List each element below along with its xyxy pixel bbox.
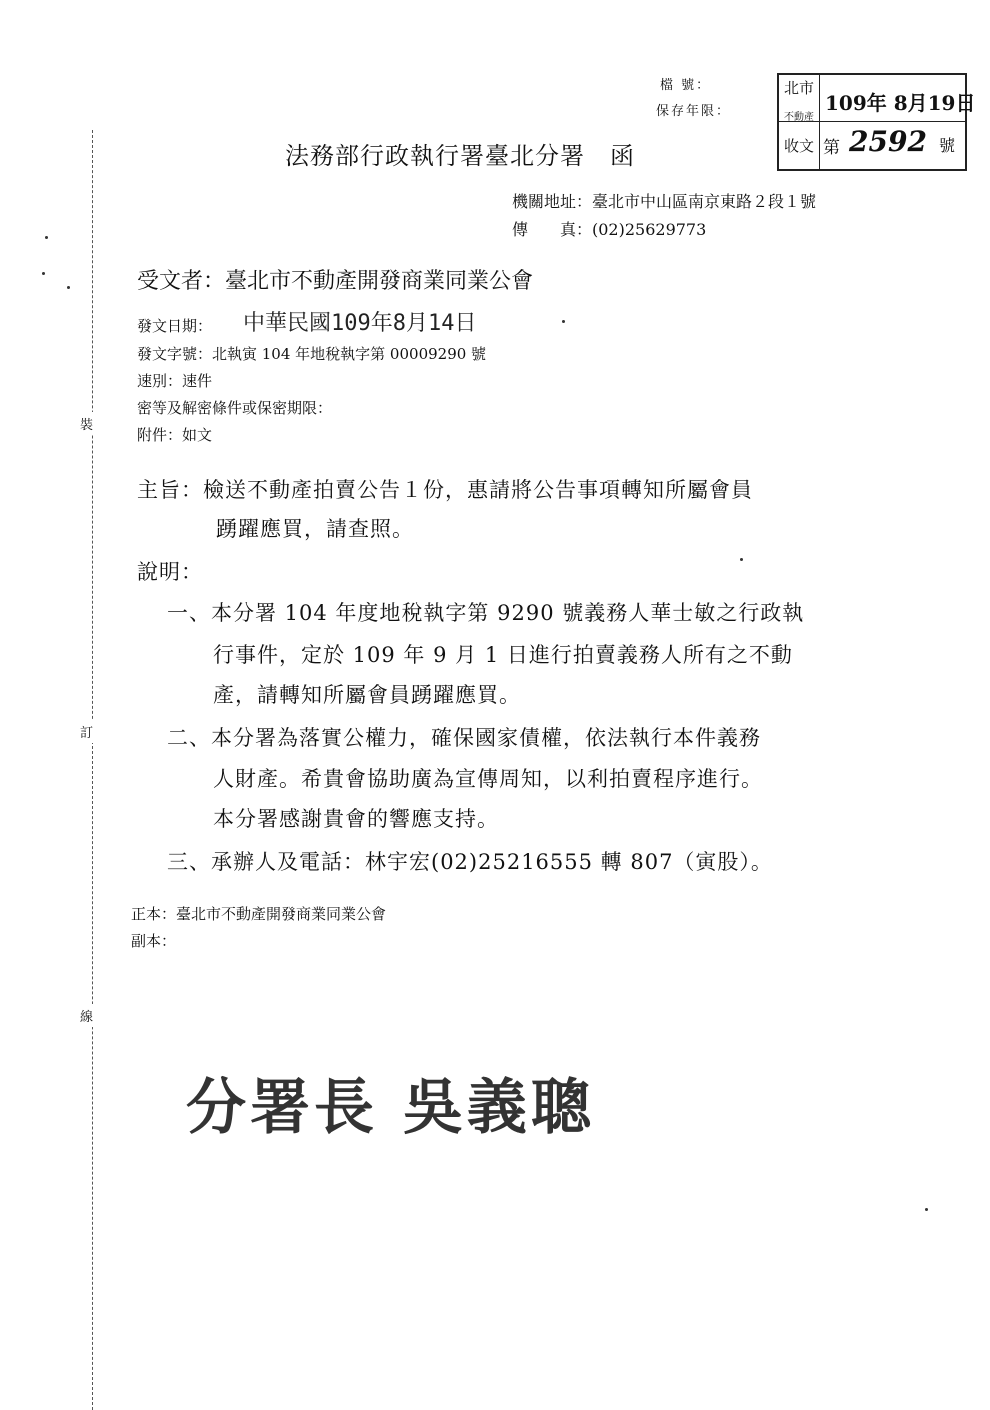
subject-line-1: 主旨：檢送不動產拍賣公告１份，惠請將公告事項轉知所屬會員 [137,478,753,502]
explanation-item-1-line-2: 行事件，定於 109 年 9 月 1 日進行拍賣義務人所有之不動 [213,643,793,667]
agency-address: 機關地址：臺北市中山區南京東路２段１號 [512,192,817,211]
explanation-item-2-line-3: 本分署感謝貴會的響應支持。 [213,807,499,831]
stamp-number-prefix: 第 [823,138,840,158]
retention-label: 保存年限： [656,104,732,119]
explanation-item-2-line-2: 人財產。希貴會協助廣為宣傳周知，以利拍賣程序進行。 [213,767,763,791]
stamp-number-suffix: 號 [939,136,956,155]
binding-line [92,130,93,1410]
scan-speck [42,272,45,275]
delivery-speed: 速別：速件 [137,372,213,390]
recipient: 受文者：臺北市不動產開發商業同業公會 [137,269,534,294]
stamp-org-3: 收文 [783,137,814,155]
binding-char-ding: 訂 [80,720,93,743]
binding-char-xian: 線 [80,1004,93,1027]
scan-speck [67,286,70,289]
copy-recipient: 副本： [131,932,177,950]
scan-speck [740,558,743,561]
explanation-item-3: 三、承辦人及電話：林宇宏(02)25216555 轉 807（寅股）。 [167,850,773,874]
issue-date-stamp: 中華民國109年8月14日 [243,311,477,336]
stamp-number: 2592 [849,125,927,158]
director-signature: 分署長 吳義聰 [186,1073,595,1143]
explanation-item-1-line-1: 一、本分署 104 年度地稅執字第 9290 號義務人華士敏之行政執 [167,601,805,625]
scan-speck [45,236,48,239]
stamp-org-1: 北市 [783,79,814,97]
stamp-date: 109年 8月19日 [825,91,976,115]
explanation-label: 說明： [137,560,203,584]
secrecy-level: 密等及解密條件或保密期限： [137,399,333,417]
document-number: 發文字號：北執寅 104 年地稅執字第 00009290 號 [137,345,487,363]
original-recipient: 正本：臺北市不動產開發商業同業公會 [131,905,387,923]
scan-speck [925,1208,928,1211]
issue-date-label: 發文日期： [137,317,213,335]
binding-char-zhuang: 裝 [80,412,93,435]
explanation-item-1-line-3: 產，請轉知所屬會員踴躍應買。 [213,683,521,707]
document-title: 法務部行政執行署臺北分署 函 [285,142,635,170]
explanation-item-2-line-1: 二、本分署為落實公權力，確保國家債權，依法執行本件義務 [167,726,761,750]
agency-fax: 傳 真：(02)25629773 [512,220,707,239]
receipt-stamp [777,73,976,171]
scan-speck [562,320,565,323]
subject-line-2: 踴躍應買，請查照。 [216,517,414,541]
file-number-label: 檔 號： [660,78,712,93]
attachment: 附件：如文 [137,426,213,444]
stamp-org-2: 不動產 [784,112,814,123]
